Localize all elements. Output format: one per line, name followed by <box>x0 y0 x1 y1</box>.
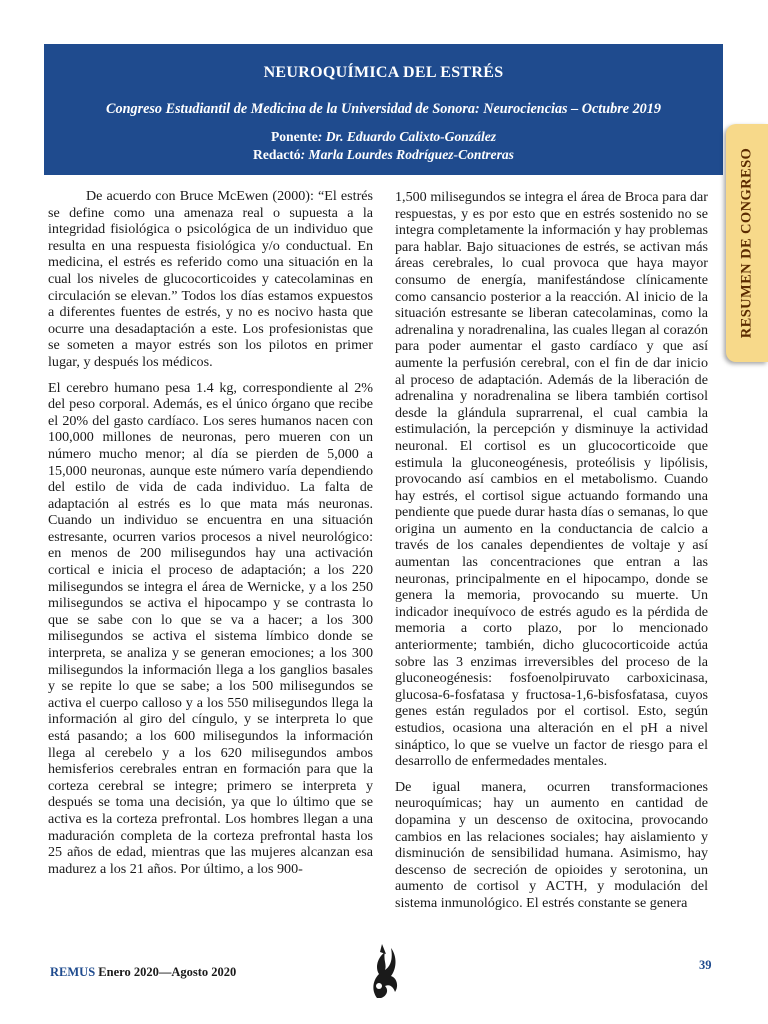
section-side-tab <box>726 124 768 362</box>
right-text-column <box>395 189 708 921</box>
writer-credit <box>44 147 723 163</box>
speaker-credit <box>44 129 723 145</box>
speaker-name: : Dr. Eduardo Calixto-González <box>317 129 497 144</box>
paragraph: 1,500 milisegundos se integra el área de Broca para dar respuestas, y es por esto que en estrés sostenido no se integra completamente la información y hay problemas para hablar. Bajo situaciones de estrés, se activan más áreas cerebrales, lo cual provoca que haya mayor consumo de energía, manifestándose clínicamente como cansancio posterior a la reacción. Al inicio de la situación estresante se liberan catecolaminas, como la adrenalina y noradrenalina, las cuales llegan al corazón para poder aumentar el gasto cardíaco y que así aumente la perfusión cerebral, con el fin de dar inicio al proceso de adaptación. Además de la liberación de adrenalina y noradrenalina se libera también cortisol desde la glándula suprarrenal, el cual cambia la estimulación, la percepción y disminuye la actividad neuronal. El cortisol es un glucocorticoide que estimula la gluconeogénesis, proteólisis y lipólisis, provocando así cambios en el metabolismo. Cuando hay estrés, el cortisol sigue actuando formando una pendiente que puede durar hasta días o semanas, lo que origina un aumento en la conductancia de calcio a través de los canales dependientes de voltaje y así aumentan las concentraciones que entran a las neuronas, principalmente en el hipocampo, donde se genera la memoria, provocando su muerte. Un indicador inequívoco de estrés agudo es la pérdida de memoria a corto plazo, por lo mencionado anteriormente; también, dicho glucocorticoide actúa sobre las 3 enzimas irreversibles del proceso de la gluconeogénesis: fosfoenolpiruvato carboxicinasa, glucosa-6-fosfatasa y fructosa-1,6-bisfosfatasa, cuyos genes están regulados por el cortisol. Esto, según estudios, ocasiona una alteración en el pH a nivel sináptico, lo que se vuelve un factor de riesgo para el desarrollo de enfermedades mentales. <box>395 189 708 770</box>
journal-name: REMUS <box>50 965 96 979</box>
paragraph: De acuerdo con Bruce McEwen (2000): “El estrés se define como una amenaza real o supuesta a la integridad fisiológica o psicológica de un individuo que resulta en una respuesta fisiológica y/o conductual. En medicina, el estrés es referido como una situación en la cual los niveles de glucocorticoides y catecolaminas en circulación se elevan.” Todos los días estamos expuestos a diferentes fuentes de estrés, y no es nocivo hasta que ocurre una desadaptación a este. Los profesionistas que se someten a mayor estrés son los pilotos en primer lugar, y después los médicos. <box>48 188 373 370</box>
article-header <box>44 44 723 175</box>
speaker-label: Ponente <box>270 129 318 144</box>
congress-subtitle: Congreso Estudiantil de Medicina de la Universidad de Sonora: Neurociencias – Octubre 2019 <box>106 101 661 117</box>
page-number: 39 <box>699 958 712 972</box>
paragraph: De igual manera, ocurren transformaciones neuroquímicas; hay un aumento en cantidad de dopamina y un descenso de oxitocina, provocando cambios en las relaciones sociales; hay aislamiento y disminución de sensibilidad humana. Asimismo, hay descenso de secreción de opioides y serotonina, un aumento de cortisol y ACTH, y modulación del sistema inmunológico. El estrés constante se genera <box>395 778 708 911</box>
section-tab-label: RESUMEN DE CONGRESO <box>738 147 755 339</box>
left-text-column <box>48 188 373 886</box>
writer-label: Redactó <box>253 147 301 162</box>
writer-name: : Marla Lourdes Rodríguez-Contreras <box>300 147 514 162</box>
paragraph: El cerebro humano pesa 1.4 kg, correspondiente al 2% del peso corporal. Además, es el único órgano que recibe el 20% del gasto cardíaco. Los seres humanos nacen con 100,000 millones de neuronas, pero mueren con un número mucho menor; al día se pierden de 5,000 a 15,000 neuronas, aunque este número varía dependiendo del estilo de vida de cada individuo. La falta de adaptación al estrés es lo que mata más neuronas. Cuando un individuo se encuentra en una situación estresante, ocurren varios procesos a nivel neurológico: en menos de 200 milisegundos hay una activación cortical e inicia el proceso de adaptación; a los 220 milisegundos se integra el área de Wernicke, y a los 250 milisegundos se activa el hipocampo y se contrasta lo que se sabe con lo que se va a hacer; a los 300 milisegundos se activa el sistema límbico donde se interpreta, se analiza y se generan emociones; a los 300 milisegundos la información llega a los ganglios basales y se repite lo que se sabe; a los 500 milisegundos se activa el cuerpo calloso y a los 550 milisegundos llega la información al giro del cíngulo, y se interpreta lo que está pasando; a los 600 milisegundos la información llega al cerebelo y a los 620 milisegundos ambos hemisferios cerebrales entran en formación para que la corteza cerebral se integre; primero se interpreta y después se toma una decisión, ya que lo último que se activa es la corteza prefrontal. Los hombres llegan a una maduración completa de la corteza prefrontal hasta los 25 años de edad, mientras que las mujeres alcanzan esa madurez a los 21 años. Por último, a los 900- <box>48 379 373 877</box>
issue-dates: Enero 2020—Agosto 2020 <box>95 965 237 979</box>
footer-journal-issue <box>50 965 236 980</box>
article-title: NEUROQUÍMICA DEL ESTRÉS <box>263 64 504 81</box>
journal-logo-icon <box>365 940 403 1002</box>
